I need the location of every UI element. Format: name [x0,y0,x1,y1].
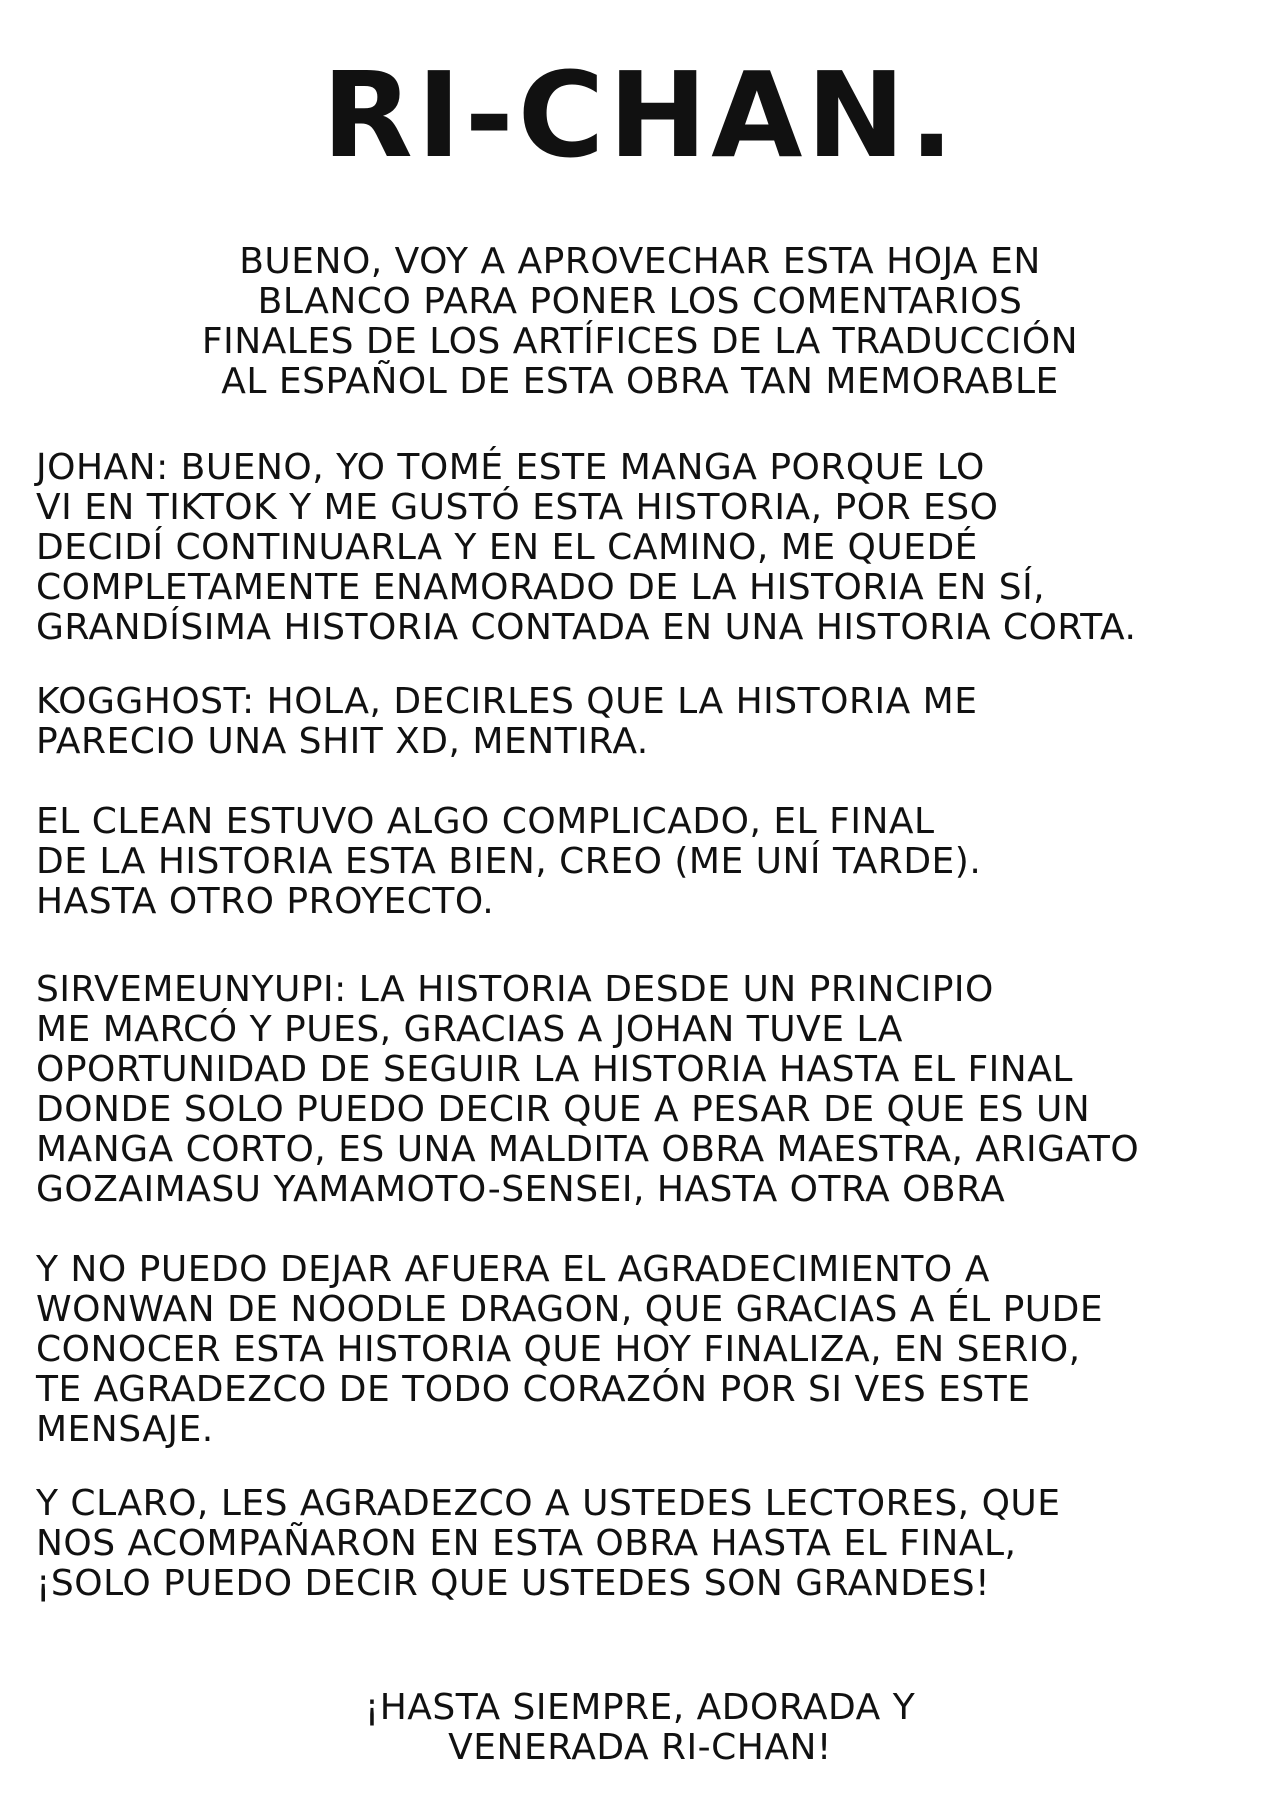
intro-text: BUENO, VOY A APROVECHAR ESTA HOJA EN BLANCO PARA PONER LOS COMENTARIOS FINALES DE LOS ARTÍFICES DE LA TRADUCCIÓN AL ESPAÑOL DE ESTA OBRA TAN MEMORABLE [201,241,1079,402]
comment-readers: Y CLARO, LES AGRADEZCO A USTEDES LECTORES, QUE NOS ACOMPAÑARON EN ESTA OBRA HASTA EL FINAL, ¡SOLO PUEDO DECIR QUE USTEDES SON GRANDES! [36,1483,1061,1604]
page-title: RI-CHAN. [321,46,958,184]
comment-sirvemeunyupi: SIRVEMEUNYUPI: LA HISTORIA DESDE UN PRINCIPIO ME MARCÓ Y PUES, GRACIAS A JOHAN TUVE LA OPORTUNIDAD DE SEGUIR LA HISTORIA HASTA EL FINAL DONDE SOLO PUEDO DECIR QUE A PESAR DE QUE ES UN MANGA CORTO, ES UNA MALDITA OBRA MAESTRA, ARIGATO GOZAIMASU YAMAMOTO-SENSEI, HASTA OTRA OBRA [36,969,1140,1210]
comment-acknowledgement: Y NO PUEDO DEJAR AFUERA EL AGRADECIMIENTO A WONWAN DE NOODLE DRAGON, QUE GRACIAS A ÉL PUDE CONOCER ESTA HISTORIA QUE HOY FINALIZA, EN SERIO, TE AGRADEZCO DE TODO CORAZÓN POR SI VES ESTE MENSAJE. [36,1249,1104,1450]
closing-text: ¡HASTA SIEMPRE, ADORADA Y VENERADA RI-CHAN! [364,1687,916,1768]
comment-johan: JOHAN: BUENO, YO TOMÉ ESTE MANGA PORQUE LO VI EN TIKTOK Y ME GUSTÓ ESTA HISTORIA, POR ESO DECIDÍ CONTINUARLA Y EN EL CAMINO, ME QUEDÉ COMPLETAMENTE ENAMORADO DE LA HISTORIA EN SÍ, GRANDÍSIMA HISTORIA CONTADA EN UNA HISTORIA CORTA. [36,447,1137,648]
comment-clean: EL CLEAN ESTUVO ALGO COMPLICADO, EL FINAL DE LA HISTORIA ESTA BIEN, CREO (ME UNÍ TARDE). HASTA OTRO PROYECTO. [36,801,982,922]
comment-kogghost: KOGGHOST: HOLA, DECIRLES QUE LA HISTORIA ME PARECIO UNA SHIT XD, MENTIRA. [36,681,978,762]
